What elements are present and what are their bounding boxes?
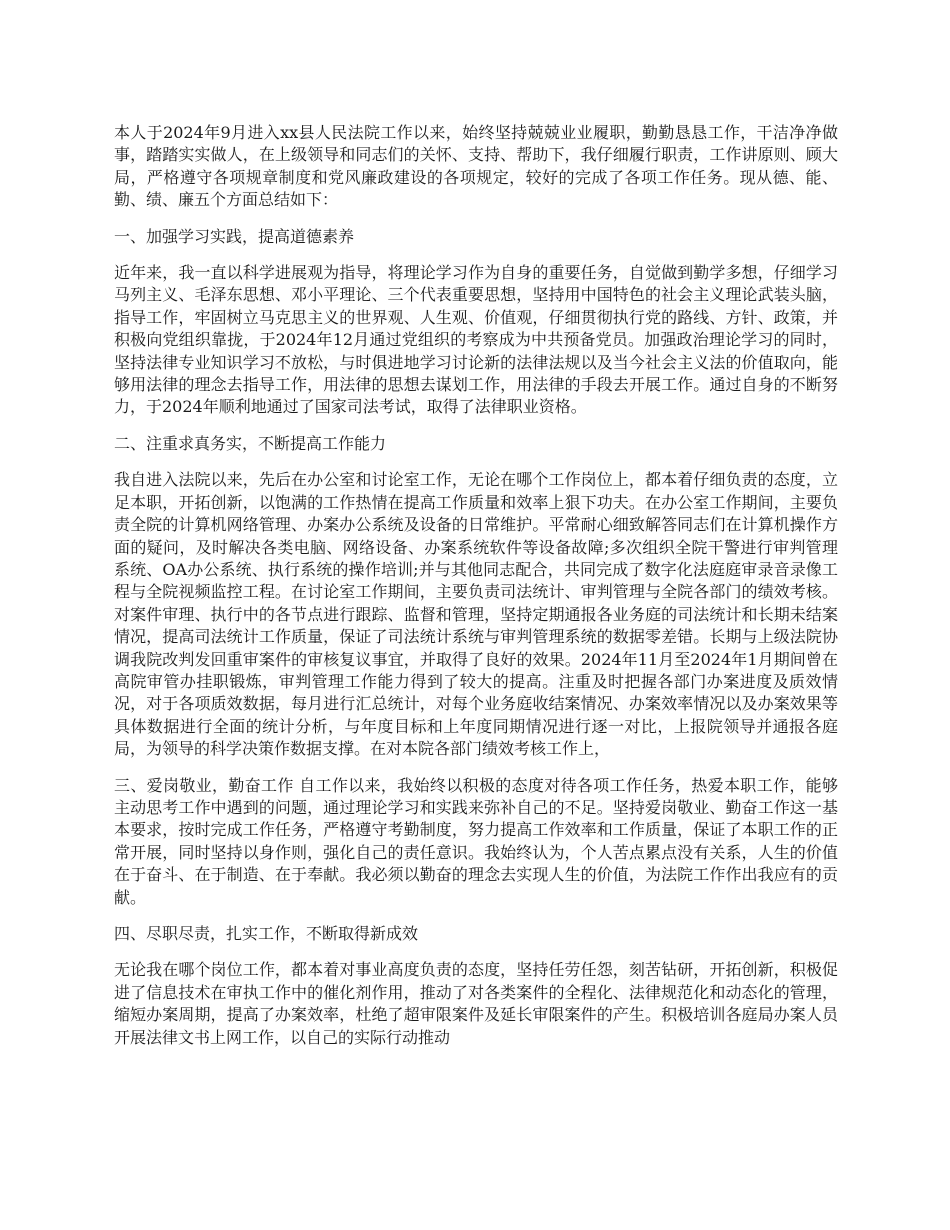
section-1-heading: 一、加强学习实践，提高道德素养: [114, 226, 355, 246]
section-2-body: 我自进入法院以来，先后在办公室和讨论室工作，无论在哪个工作岗位上，都本着仔细负责的态度，立足本职，开拓创新，以饱满的工作热情在提高工作质量和效率上狠下功夫。在办公室工作期间，主要负责全院的计算机网络管理、办案办公系统及设备的日常维护。平常耐心细致解答同志们在计算机操作方面的疑问，及时解决各类电脑、网络设备、办案系统软件等设备故障;多次组织全院干警进行审判管理系统、OA办公系统、执行系统的操作培训;并与其他同志配合，共同完成了数字化法庭庭审录音录像工程与全院视频监控工程。在讨论室工作期间，主要负责司法统计、审判管理与全院各部门的绩效考核。对案件审理、执行中的各节点进行跟踪、监督和管理，坚持定期通报各业务庭的司法统计和长期未结案情况，提高司法统计工作质量，保证了司法统计系统与审判管理系统的数据零差错。长期与上级法院协调我院改判发回重审案件的审核复议事宜，并取得了良好的效果。2024年11月至2024年1月期间曾在高院审管办挂职锻炼，审判管理工作能力得到了较大的提高。注重及时把握各部门办案进度及质效情况，对于各项质效数据，每月进行汇总统计，对每个业务庭收结案情况、办案效率情况以及办案效果等具体数据进行全面的统计分析，与年度目标和上年度同期情况进行逐一对比，上报院领导并通报各庭局，为领导的科学决策作数据支撑。在对本院各部门绩效考核工作上，: [114, 470, 838, 759]
section-2-heading: 二、注重求真务实，不断提高工作能力: [114, 433, 387, 453]
section-1-body: 近年来，我一直以科学进展观为指导，将理论学习作为自身的重要任务，自觉做到勤学多想，仔细学习马列主义、毛泽东思想、邓小平理论、三个代表重要思想，坚持用中国特色的社会主义理论武装头脑，指导工作，牢固树立马克思主义的世界观、人生观、价值观，仔细贯彻执行党的路线、方针、政策，并积极向党组织靠拢，于2024年12月通过党组织的考察成为中共预备党员。加强政治理论学习的同时，坚持法律专业知识学习不放松，与时俱进地学习讨论新的法律法规以及当今社会主义法的价值取向，能够用法律的理念去指导工作，用法律的思想去谋划工作，用法律的手段去开展工作。通过自身的不断努力，于2024年顺利地通过了国家司法考试，取得了法律职业资格。: [114, 263, 838, 417]
intro-paragraph: 本人于2024年9月进入xx县人民法院工作以来，始终坚持兢兢业业履职，勤勤恳恳工作，干洁净净做事，踏踏实实做人，在上级领导和同志们的关怀、支持、帮助下，我仔细履行职责，工作讲原则、顾大局，严格遵守各项规章制度和党风廉政建设的各项规定，较好的完成了各项工作任务。现从德、能、勤、绩、廉五个方面总结如下：: [114, 123, 838, 210]
section-4-body: 无论我在哪个岗位工作，都本着对事业高度负责的态度，坚持任劳任怨，刻苦钻研，开拓创新，积极促进了信息技术在审执工作中的催化剂作用，推动了对各类案件的全程化、法律规范化和动态化的管理，缩短办案周期，提高了办案效率，杜绝了超审限案件及延长审限案件的产生。积极培训各庭局办案人员开展法律文书上网工作，以自己的实际行动推动: [114, 960, 838, 1047]
document-page: [114, 122, 838, 1063]
section-4-heading: 四、尽职尽责，扎实工作，不断取得新成效: [114, 924, 419, 943]
section-3-body: 三、爱岗敬业，勤奋工作 自工作以来，我始终以积极的态度对待各项工作任务，热爱本职工作，能够主动思考工作中遇到的问题，通过理论学习和实践来弥补自己的不足。坚持爱岗敬业、勤奋工作这一基本要求，按时完成工作任务，严格遵守考勤制度，努力提高工作效率和工作质量，保证了本职工作的正常开展，同时坚持以身作则，强化自己的责任意识。我始终认为，个人苦点累点没有关系，人生的价值在于奋斗、在于制造、在于奉献。我必须以勤奋的理念去实现人生的价值，为法院工作作出我应有的贡献。: [114, 775, 838, 907]
